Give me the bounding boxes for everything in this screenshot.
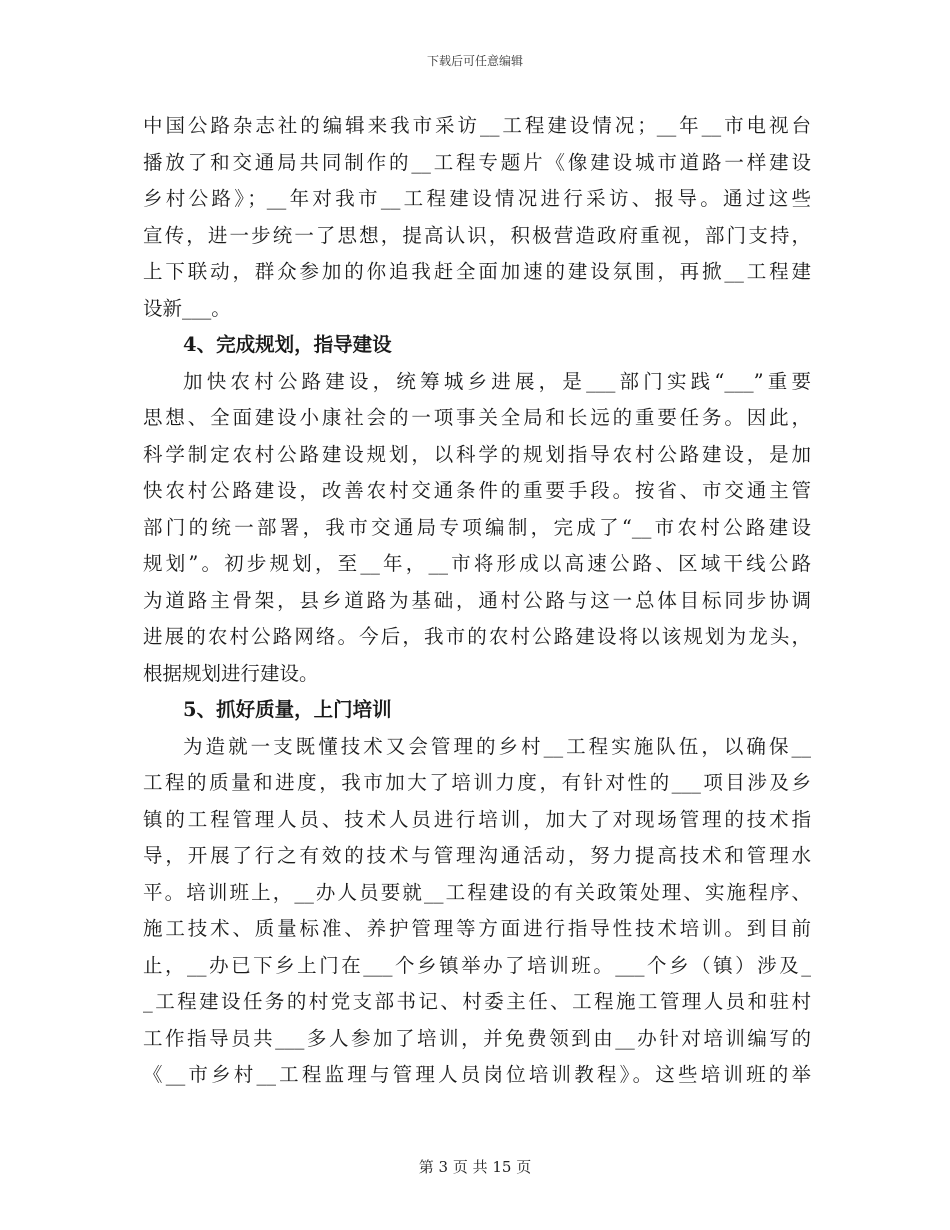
text-line: 导，开展了行之有效的技术与管理沟通活动，努力提高技术和管理水: [143, 844, 811, 867]
section-heading: 5、抓好质量，上门培训: [183, 698, 392, 721]
text-line: 《__市乡村__工程监理与管理人员岗位培训教程》。这些培训班的举: [143, 1063, 811, 1086]
document-body: [143, 108, 811, 1094]
text-line: 快农村公路建设，改善农村交通条件的重要手段。按省、市交通主管: [143, 479, 811, 502]
text-line: 部门的统一部署，我市交通局专项编制，完成了“__市农村公路建设: [143, 515, 811, 539]
paragraph: [143, 108, 811, 327]
text-line: 加快农村公路建设，统筹城乡进展，是___部门实践“___”重要: [183, 369, 811, 393]
section-heading: 4、完成规划，指导建设: [183, 333, 392, 356]
page-footer: 第 3 页 共 15 页: [418, 1158, 532, 1176]
text-line: 中国公路杂志社的编辑来我市采访__工程建设情况；__年__市电视台: [143, 114, 811, 137]
text-line: 科学制定农村公路建设规划，以科学的规划指导农村公路建设，是加: [143, 442, 811, 466]
text-line: 工作指导员共___多人参加了培训，并免费领到由__办针对培训编写的: [143, 1026, 811, 1050]
paragraph: [143, 364, 811, 693]
text-line: 进展的农村公路网络。今后，我市的农村公路建设将以该规划为龙头，: [143, 625, 811, 648]
text-line: 平。培训班上，__办人员要就__工程建设的有关政策处理、实施程序、: [143, 880, 811, 904]
text-line: 播放了和交通局共同制作的__工程专题片《像建设城市道路一样建设: [143, 150, 811, 174]
text-line: 规划”。初步规划，至__年，__市将形成以高速公路、区域干线公路: [143, 552, 811, 575]
text-line: 根据规划进行建设。: [143, 661, 319, 685]
text-line: 为道路主骨架，县乡道路为基础，通村公路与这一总体目标同步协调: [143, 588, 811, 612]
text-line: 镇的工程管理人员、技术人员进行培训，加大了对现场管理的技术指: [143, 807, 811, 831]
text-line: 施工技术、质量标准、养护管理等方面进行指导性技术培训。到目前: [143, 917, 811, 940]
text-line: 止，__办已下乡上门在___个乡镇举办了培训班。___个乡（镇）涉及_: [143, 953, 811, 977]
text-line: 上下联动，群众参加的你追我赶全面加速的建设氛围，再掀__工程建: [143, 260, 811, 283]
page-header: 下载后可任意编辑: [426, 54, 523, 68]
text-line: 乡村公路》；__年对我市__工程建设情况进行采访、报导。通过这些: [143, 187, 811, 210]
text-line: 设新___。: [143, 296, 231, 320]
text-line: 工程的质量和进度，我市加大了培训力度，有针对性的___项目涉及乡: [143, 771, 811, 794]
text-line: 为造就一支既懂技术又会管理的乡村__工程实施队伍，以确保__: [183, 734, 811, 758]
text-line: _工程建设任务的村党支部书记、村委主任、工程施工管理人员和驻村: [143, 990, 811, 1013]
paragraph: [143, 729, 811, 1094]
text-line: 思想、全面建设小康社会的一项事关全局和长远的重要任务。因此，: [143, 406, 811, 429]
text-line: 宣传，进一步统一了思想，提高认识，积极营造政府重视，部门支持，: [143, 223, 811, 247]
